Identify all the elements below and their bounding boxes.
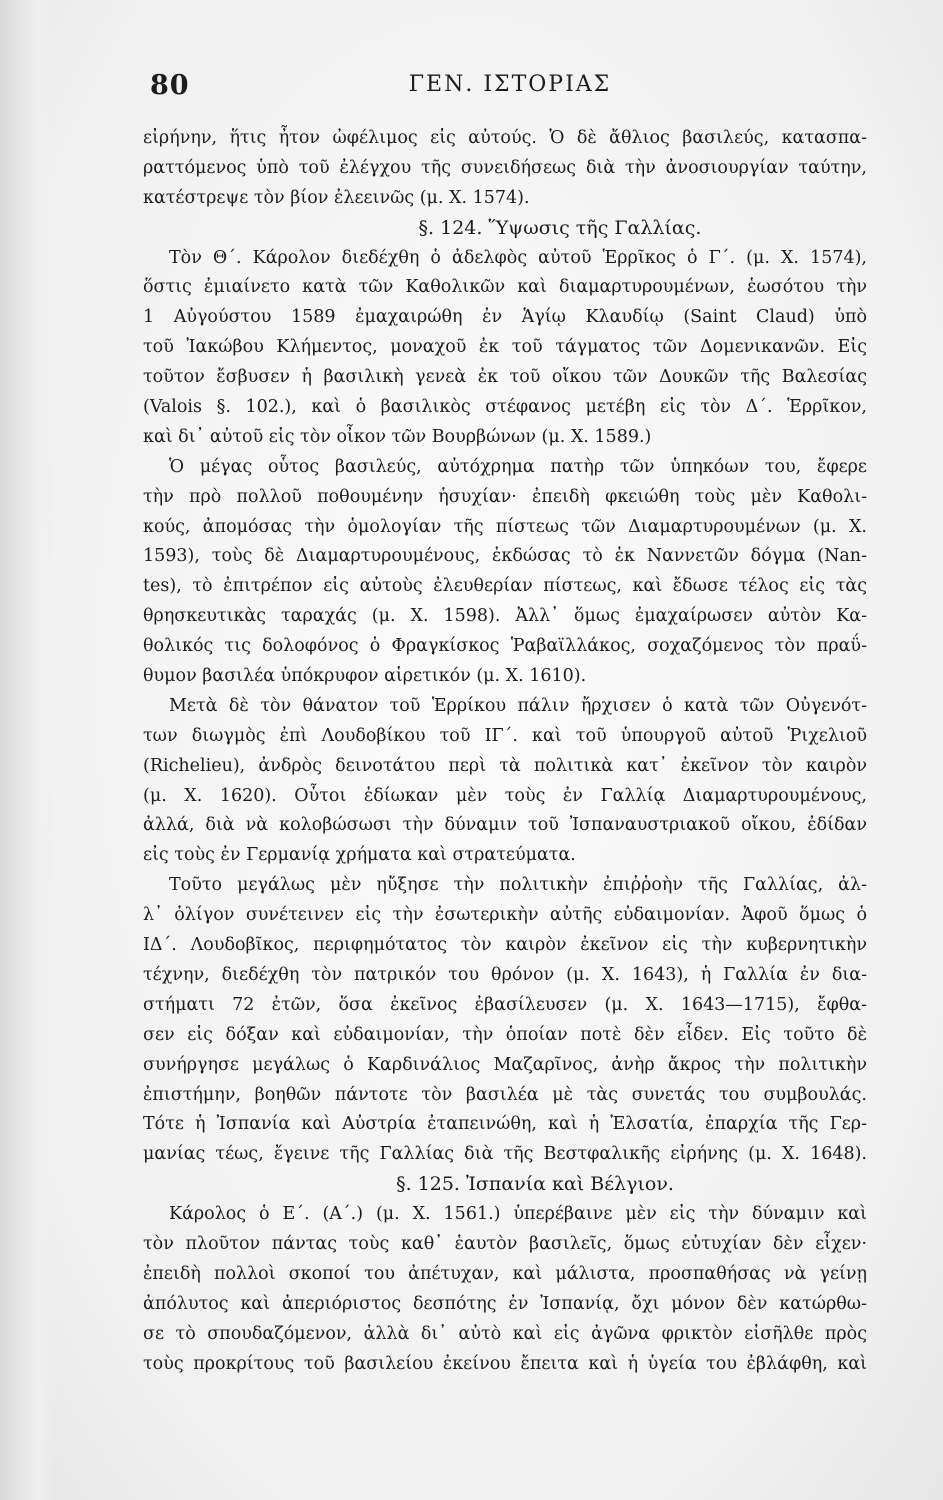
running-title: ΓΕΝ. ΙΣΤΟΡΙΑΣ <box>408 72 612 97</box>
text-line: Τὸν Θ΄. Κάρολον διεδέχθη ὁ ἀδελφὸς αὐτοῦ Ἑρρῖκος ὁ Γ΄. (μ. Χ. 1574), <box>169 247 867 268</box>
text-line: ἐπειδὴ πολλοὶ σκοποί του ἀπέτυχαν, καὶ μάλιστα, προσπαθήσας νὰ γείνῃ <box>143 1263 867 1284</box>
section-heading: §. 124. Ὕψωσις τῆς Γαλλίας. <box>418 216 702 239</box>
text-line: 1 Αὐγούστου 1589 ἐμαχαιρώθη ἐν Ἁγίῳ Κλαυδίῳ (Saint Claud) ὑπὸ <box>143 307 867 328</box>
text-line: τέχνην, διεδέχθη τὸν πατρικόν του θρόνον (μ. Χ. 1643), ἡ Γαλλία ἐν δια- <box>143 964 867 985</box>
text-line: τοῦ Ἰακώβου Κλήμεντος, μοναχοῦ ἐκ τοῦ τάγματος τῶν Δομενικανῶν. Εἰς <box>143 337 867 358</box>
page-gutter-shadow <box>0 0 54 1500</box>
text-line: (Richelieu), ἀνδρὸς δεινοτάτου περὶ τὰ πολιτικὰ κατ᾽ ἐκεῖνον τὸν καιρὸν <box>143 755 867 776</box>
text-line: σε τὸ σπουδαζόμενον, ἀλλὰ δι᾽ αὐτὸ καὶ εἰς ἀγῶνα φρικτὸν εἰσῆλθε πρὸς <box>143 1323 867 1344</box>
text-line: θυμον βασιλέα ὑπόκρυφον αἱρετικόν (μ. Χ. 1610). <box>143 666 587 687</box>
text-line: εἰρήνην, ἥτις ἦτον ὠφέλιμος εἰς αὐτούς. Ὁ δὲ ἄθλιος βασιλεύς, κατασπα- <box>143 128 867 148</box>
text-line: κούς, ἀπομόσας τὴν ὁμολογίαν τῆς πίστεως τῶν Διαμαρτυρουμένων (μ. Χ. <box>143 516 867 537</box>
text-line: 1593), τοὺς δὲ Διαμαρτυρουμένους, ἐκδώσας τὸ ἐκ Ναννετῶν δόγμα (Nan- <box>143 546 867 567</box>
text-line: Ὁ μέγας οὗτος βασιλεύς, αὐτόχρημα πατὴρ τῶν ὑπηκόων του, ἔφερε <box>169 456 867 477</box>
text-line: τὴν πρὸ πολλοῦ ποθουμένην ἡσυχίαν· ἐπειδὴ φκειώθη τοὺς μὲν Καθολι- <box>143 486 867 507</box>
text-line: στήματι 72 ἐτῶν, ὅσα ἐκεῖνος ἐβασίλευσεν (μ. Χ. 1643—1715), ἔφθα- <box>143 994 867 1015</box>
body-text <box>143 124 867 1379</box>
text-line: θολικός τις δολοφόνος ὁ Φραγκίσκος Ῥαβαϊλλάκος, σοχαζόμενος τὸν πραΰ- <box>143 636 867 657</box>
text-line: σεν εἰς δόξαν καὶ εὐδαιμονίαν, τὴν ὁποίαν ποτὲ δὲν εἶδεν. Εἰς τοῦτο δὲ <box>143 1024 867 1045</box>
text-line: τοῦτον ἔσβυσεν ἡ βασιλικὴ γενεὰ ἐκ τοῦ οἴκου τῶν Δουκῶν τῆς Βαλεσίας <box>143 367 867 388</box>
text-line: ὅστις ἐμιαίνετο κατὰ τῶν Καθολικῶν καὶ διαμαρτυρουμένων, ἑωσότου τὴν <box>143 277 867 298</box>
text-line: θρησκευτικὰς ταραχάς (μ. Χ. 1598). Ἀλλ᾽ ὅμως ἐμαχαίρωσεν αὐτὸν Κα- <box>143 606 867 627</box>
text-line: καὶ δι᾽ αὐτοῦ εἰς τὸν οἶκον τῶν Βουρβώνων (μ. Χ. 1589.) <box>143 426 652 447</box>
text-line: Μετὰ δὲ τὸν θάνατον τοῦ Ἑρρίκου πάλιν ἤρχισεν ὁ κατὰ τῶν Οὐγενότ- <box>169 695 867 716</box>
text-line: μανίας τέως, ἔγεινε τῆς Γαλλίας διὰ τῆς Βεστφαλικῆς εἰρήνης (μ. Χ. 1648). <box>143 1144 867 1165</box>
page-header <box>150 70 870 110</box>
section-heading: §. 125. Ἰσπανία καὶ Βέλγιον. <box>396 1173 674 1196</box>
text-line: Κάρολος ὁ Ε΄. (Α΄.) (μ. Χ. 1561.) ὑπερέβαινε μὲν εἰς τὴν δύναμιν καὶ <box>169 1204 867 1225</box>
text-line: ἐπιστήμην, βοηθῶν πάντοτε τὸν βασιλέα μὲ τὰς συνετάς του συμβουλάς. <box>143 1084 867 1105</box>
text-line: tes), τὸ ἐπιτρέπον εἰς αὐτοὺς ἐλευθερίαν πίστεως, καὶ ἔδωσε τέλος εἰς τὰς <box>143 576 867 597</box>
text-line: τοὺς προκρίτους τοῦ βασιλείου ἐκείνου ἔπειτα καὶ ἡ ὑγεία του ἐβλάφθη, καὶ <box>143 1353 867 1374</box>
page-number: 80 <box>150 70 190 101</box>
text-line: εἰς τοὺς ἐν Γερμανίᾳ χρήματα καὶ στρατεύματα. <box>143 845 576 866</box>
text-line: ραττόμενος ὑπὸ τοῦ ἐλέγχου τῆς συνειδήσεως διὰ τὴν ἀνοσιουργίαν ταύτην, <box>143 157 867 178</box>
text-line: ΙΔ΄. Λουδοβῖκος, περιφημότατος τὸν καιρὸν ἐκεῖνον εἰς τὴν κυβερνητικὴν <box>143 935 867 956</box>
text-line: (Valois §. 102.), καὶ ὁ βασιλικὸς στέφανος μετέβη εἰς τὸν Δ΄. Ἑρρῖκον, <box>143 397 867 418</box>
text-line: Τοῦτο μεγάλως μὲν ηὔξησε τὴν πολιτικὴν ἐπιῤῥοὴν τῆς Γαλλίας, ἀλ- <box>169 875 867 896</box>
text-line: κατέστρεψε τὸν βίον ἐλεεινῶς (μ. Χ. 1574). <box>143 187 530 208</box>
text-line: (μ. Χ. 1620). Οὗτοι ἐδίωκαν μὲν τοὺς ἐν Γαλλίᾳ Διαμαρτυρουμένους, <box>143 785 867 806</box>
text-line: Τότε ἡ Ἰσπανία καὶ Αὐστρία ἐταπεινώθη, καὶ ἡ Ἐλσατία, ἐπαρχία τῆς Γερ- <box>143 1114 867 1135</box>
text-line: ἀπόλυτος καὶ ἀπεριόριστος δεσπότης ἐν Ἰσπανίᾳ, ὄχι μόνον δὲν κατώρθω- <box>143 1293 867 1314</box>
text-line: συνήργησε μεγάλως ὁ Καρδινάλιος Μαζαρῖνος, ἀνὴρ ἄκρος τὴν πολιτικὴν <box>143 1054 867 1075</box>
text-line: των διωγμὸς ἐπὶ Λουδοβίκου τοῦ ΙΓ΄. καὶ τοῦ ὑπουργοῦ αὐτοῦ Ῥιχελιοῦ <box>143 725 867 746</box>
text-line: τὸν πλοῦτον πάντας τοὺς καθ᾽ ἑαυτὸν βασιλεῖς, ὅμως εὐτυχίαν δὲν εἶχεν· <box>143 1233 867 1254</box>
text-line: ἀλλά, διὰ νὰ κολοβώσωσι τὴν δύναμιν τοῦ Ἰσπαναυστριακοῦ οἴκου, ἐδίδαν <box>143 815 867 836</box>
text-line: λ᾽ ὀλίγον συνέτεινεν εἰς τὴν ἐσωτερικὴν αὐτῆς εὐδαιμονίαν. Ἀφοῦ ὅμως ὁ <box>143 905 867 926</box>
